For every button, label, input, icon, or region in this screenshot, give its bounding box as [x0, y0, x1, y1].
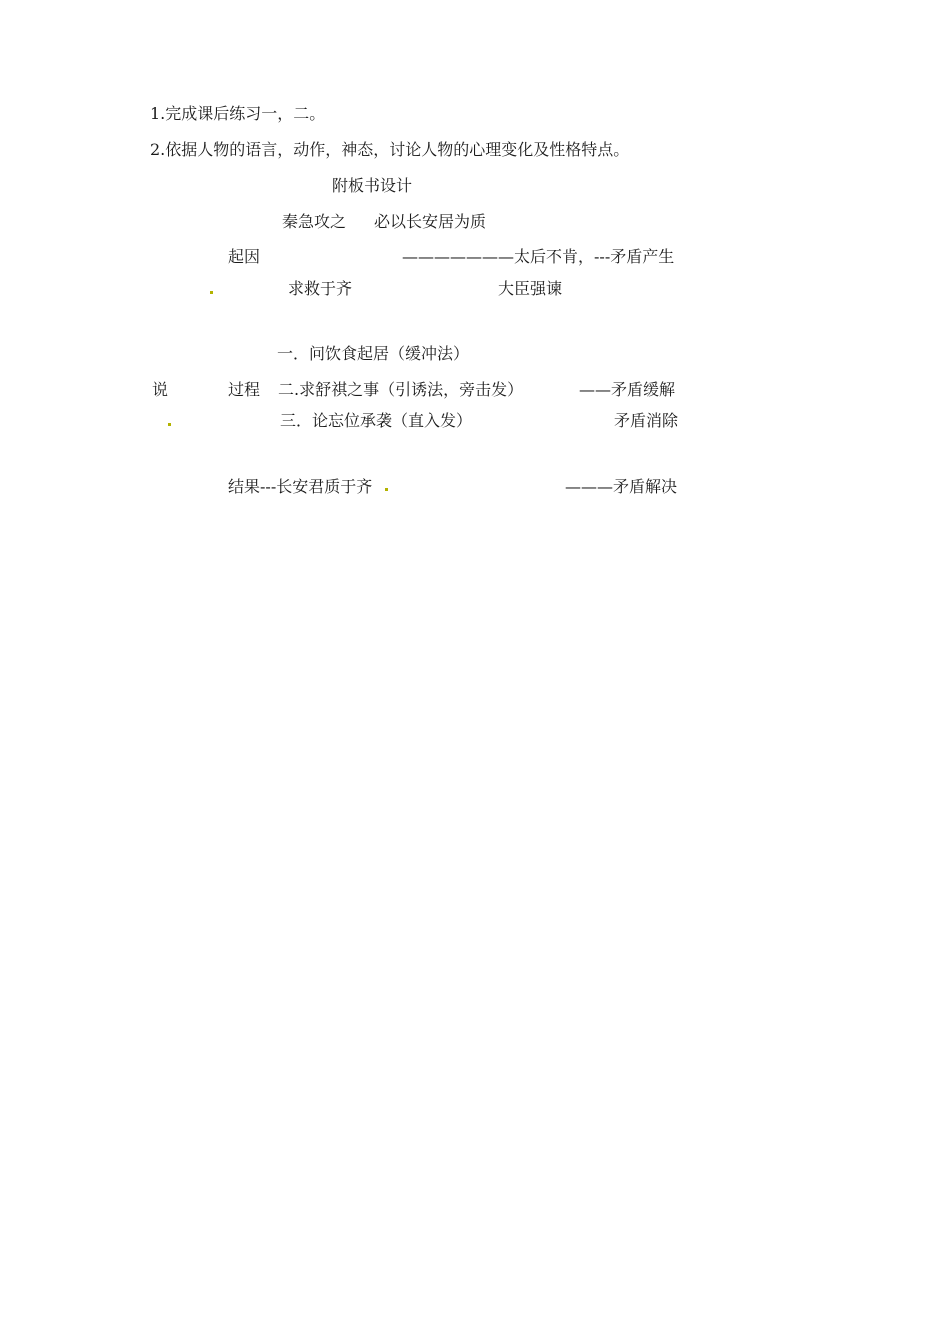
- cause-right-2: 大臣强谏: [498, 279, 563, 298]
- board-top-right: 必以长安居为质: [374, 212, 487, 231]
- process-step-3-right: 矛盾消除: [614, 411, 679, 430]
- process-step-1: 一．问饮食起居（缓冲法）: [277, 344, 470, 363]
- marker-dot: [168, 423, 171, 426]
- result-right: ———矛盾解决: [565, 477, 678, 496]
- marker-dot: [385, 488, 388, 491]
- cause-right: ———————太后不肯，---矛盾产生: [402, 247, 675, 266]
- process-step-3: 三．论忘位承袭（直入发）: [280, 411, 473, 430]
- process-label: 过程: [228, 380, 261, 399]
- task-item-2: 2.依据人物的语言，动作，神态，讨论人物的心理变化及性格特点。: [150, 140, 630, 159]
- process-step-2: 二.求舒祺之事（引诱法，旁击发）: [278, 380, 524, 399]
- shuo-label: 说: [152, 380, 169, 399]
- cause-left-2: 求救于齐: [288, 279, 353, 298]
- task-item-1: 1.完成课后练习一，二。: [150, 104, 326, 123]
- board-top-left: 秦急攻之: [282, 212, 347, 231]
- marker-dot: [210, 291, 213, 294]
- process-step-2-right: ——矛盾缓解: [579, 380, 676, 399]
- board-title: 附板书设计: [332, 176, 413, 195]
- result-left: 结果---长安君质于齐: [228, 477, 373, 496]
- cause-label: 起因: [228, 247, 261, 266]
